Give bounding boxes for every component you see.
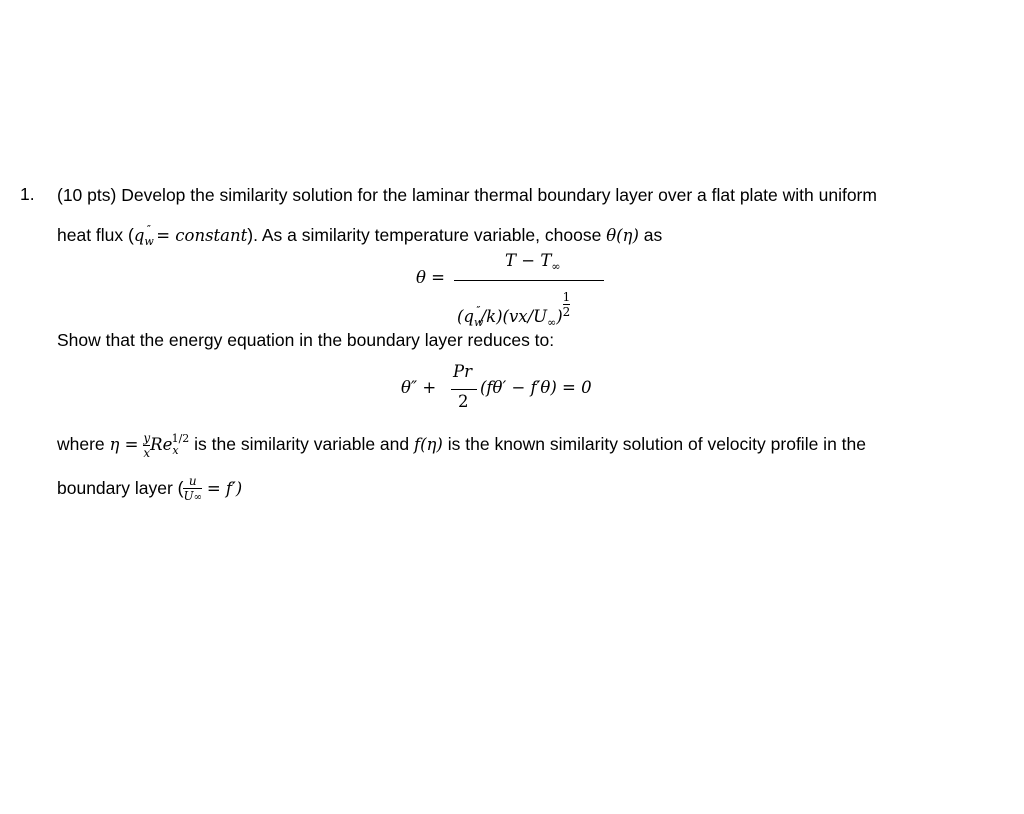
ode-pr — [453, 362, 472, 382]
theta-denominator — [457, 290, 570, 329]
math-constant: = constant — [150, 226, 248, 245]
similarity-variable-text: is the similarity variable and — [194, 434, 410, 454]
theta-double-prime: θ″ + — [401, 378, 437, 397]
two-text: 2 — [458, 392, 469, 411]
denom-inf: ∞ — [547, 316, 557, 329]
where-text: where — [57, 434, 105, 454]
math-q-sub: w — [144, 235, 154, 248]
problem-line-1 — [57, 184, 877, 206]
where-line — [57, 428, 866, 462]
x-den: x — [143, 445, 151, 460]
math-theta-eta: θ(η) — [606, 226, 639, 245]
pr-fraction-bar — [451, 389, 477, 390]
re-sub: x — [172, 444, 179, 457]
problem-line-2 — [57, 219, 662, 253]
half-exponent — [563, 290, 571, 319]
ode-two — [458, 392, 469, 412]
theta-lhs — [416, 268, 445, 288]
denom-q-sub: w — [474, 316, 484, 329]
ode-lhs — [401, 378, 436, 398]
ode-rhs — [480, 378, 592, 398]
y-num: y — [143, 430, 151, 445]
u-over-uinf — [183, 474, 201, 505]
boundary-layer-text: boundary layer ( — [57, 478, 184, 499]
math-q-sup: ″ — [146, 223, 151, 236]
heat-flux-text: heat flux ( — [57, 225, 134, 245]
denom-q-sup: ″ — [476, 304, 481, 317]
half-num: 1 — [562, 290, 571, 304]
u-cap: U — [183, 489, 194, 503]
re-text: Re — [150, 435, 173, 454]
pr-text: Pr — [453, 362, 472, 381]
as-text: as — [643, 225, 663, 245]
problem-statement: Develop the similarity solution for the laminar thermal boundary layer over a flat plate with uniform — [121, 185, 877, 205]
boundary-layer-line — [57, 474, 242, 505]
denom-q: (q — [457, 307, 474, 326]
eta-equals: η = — [109, 435, 139, 454]
re-sup: 1/2 — [171, 432, 190, 445]
theta-numerator — [505, 251, 561, 273]
half-den: 2 — [562, 305, 571, 319]
u-num: u — [188, 474, 197, 488]
denom-close: ) — [556, 307, 563, 326]
points-label: (10 pts) — [57, 185, 117, 205]
uinf-den — [183, 488, 201, 505]
known-solution-text: is the known similarity solution of velocity profile in the — [447, 434, 866, 454]
inf-sub: ∞ — [551, 260, 561, 273]
t-minus: T − T — [505, 251, 552, 270]
denom-vx: /k)(vx/U — [480, 307, 548, 326]
theta-fraction-bar — [454, 280, 604, 281]
f-prime-eq: = f′) — [206, 479, 243, 499]
problem-number: 1. — [20, 184, 35, 204]
ode-rhs-text: (fθ′ − f′θ) = 0 — [480, 378, 592, 397]
u-inf: ∞ — [193, 492, 202, 503]
math-q: q — [133, 226, 145, 245]
similarity-text: ). As a similarity temperature variable, choose — [247, 225, 602, 245]
show-line: Show that the energy equation in the boundary layer reduces to: — [57, 330, 555, 350]
theta-equals: θ = — [416, 268, 446, 287]
f-eta: f(η) — [414, 435, 443, 454]
